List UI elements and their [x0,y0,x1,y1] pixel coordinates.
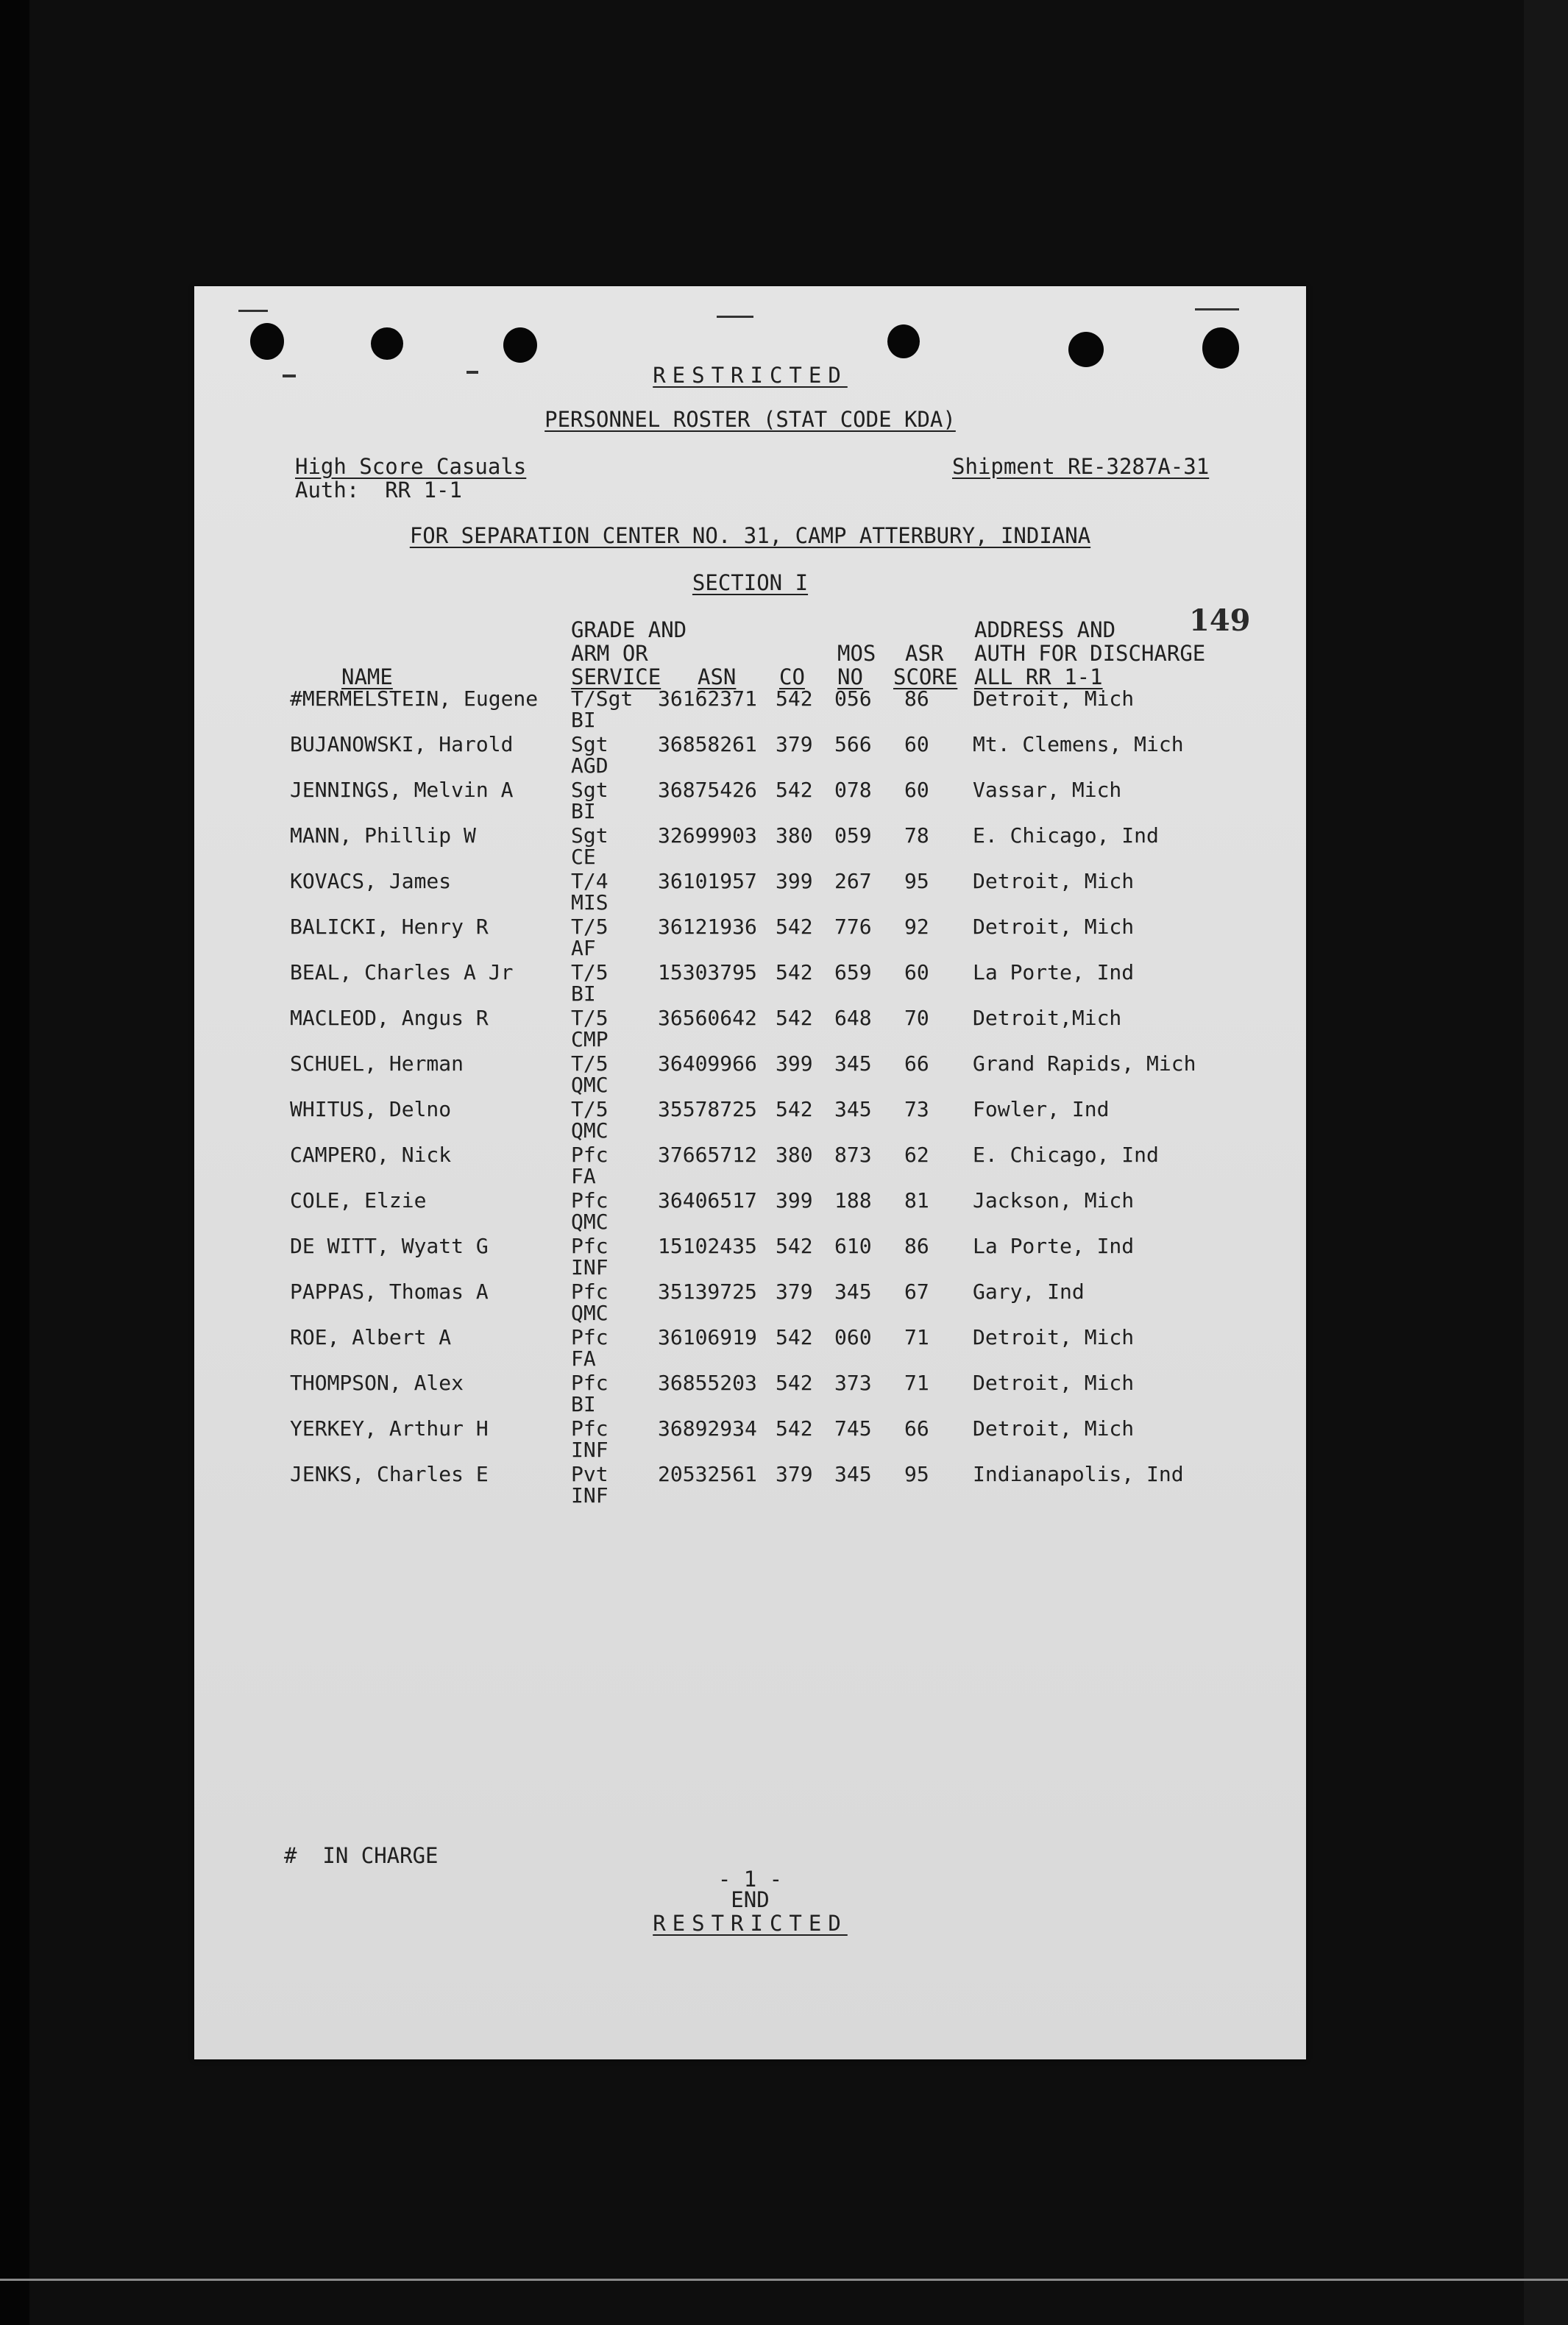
col-header-asr-2: SCORE [893,664,958,689]
row-arm: QMC [571,1073,609,1097]
row-grade: Pfc [571,1325,609,1349]
row-name: WHITUS, Delno [290,1097,452,1121]
row-score: 71 [904,1371,929,1395]
roster-row [194,1190,1306,1235]
row-asn: 36162371 [658,686,757,711]
punch-hole [250,323,284,360]
row-arm: INF [571,1483,609,1508]
row-score: 66 [904,1051,929,1076]
col-header-grade-3: SERVICE [571,664,661,689]
col-header-name: NAME [341,664,393,689]
row-co: 379 [776,732,813,756]
row-mos: 267 [834,869,872,893]
row-address: E. Chicago, Ind [973,1143,1159,1167]
row-arm: BI [571,799,596,823]
row-address: Jackson, Mich [973,1188,1135,1213]
row-score: 67 [904,1279,929,1304]
roster-row [194,1418,1306,1463]
row-asn: 35578725 [658,1097,757,1121]
col-header-co: CO [779,664,805,689]
row-name: YERKEY, Arthur H [290,1416,489,1441]
row-score: 95 [904,1462,929,1486]
row-score: 70 [904,1006,929,1030]
row-mos: 659 [834,960,872,984]
row-mos: 776 [834,915,872,939]
row-score: 73 [904,1097,929,1121]
row-asn: 36121936 [658,915,757,939]
row-grade: Pfc [571,1416,609,1441]
col-header-mos-2: NO [837,664,863,689]
row-address: Mt. Clemens, Mich [973,732,1184,756]
row-arm: INF [571,1438,609,1462]
row-co: 380 [776,823,813,848]
row-name: PAPPAS, Thomas A [290,1279,489,1304]
row-co: 399 [776,869,813,893]
row-mos: 059 [834,823,872,848]
row-asn: 35139725 [658,1279,757,1304]
row-co: 380 [776,1143,813,1167]
row-grade: T/5 [571,915,609,939]
row-address: Detroit, Mich [973,915,1135,939]
row-name: KOVACS, James [290,869,452,893]
row-name: BALICKI, Henry R [290,915,489,939]
row-address: La Porte, Ind [973,1234,1135,1258]
row-address: Detroit, Mich [973,1416,1135,1441]
row-name: BEAL, Charles A Jr [290,960,514,984]
col-header-asr-1: ASR [905,641,944,666]
roster-title: PERSONNEL ROSTER (STAT CODE KDA) [544,407,956,432]
row-score: 95 [904,869,929,893]
row-mos: 745 [834,1416,872,1441]
auth-line: Auth: RR 1-1 [295,478,462,503]
unit-name: High Score Casuals [295,454,527,479]
row-mos: 566 [834,732,872,756]
row-asn: 36101957 [658,869,757,893]
row-grade: Sgt [571,778,609,802]
row-name: ROE, Albert A [290,1325,452,1349]
roster-row [194,1053,1306,1098]
row-mos: 056 [834,686,872,711]
row-address: Fowler, Ind [973,1097,1110,1121]
roster-row [194,688,1306,734]
classification-bottom: RESTRICTED [653,1911,848,1936]
row-address: Detroit, Mich [973,869,1135,893]
row-name: SCHUEL, Herman [290,1051,464,1076]
roster-row [194,1007,1306,1053]
row-grade: T/5 [571,1051,609,1076]
row-arm: CMP [571,1027,609,1051]
row-asn: 36858261 [658,732,757,756]
row-score: 71 [904,1325,929,1349]
roster-row [194,1235,1306,1281]
row-name: DE WITT, Wyatt G [290,1234,489,1258]
row-name: #MERMELSTEIN, Eugene [290,686,539,711]
row-grade: Sgt [571,823,609,848]
row-grade: Pfc [571,1143,609,1167]
row-address: Detroit, Mich [973,1371,1135,1395]
row-co: 542 [776,1416,813,1441]
row-co: 379 [776,1279,813,1304]
row-asn: 36855203 [658,1371,757,1395]
col-header-grade-1: GRADE AND [571,617,687,642]
row-mos: 873 [834,1143,872,1167]
roster-row [194,779,1306,825]
roster-row [194,1463,1306,1509]
row-arm: FA [571,1346,596,1371]
col-header-address-2: AUTH FOR DISCHARGE [974,641,1206,666]
row-address: La Porte, Ind [973,960,1135,984]
row-mos: 345 [834,1097,872,1121]
roster-row [194,1144,1306,1190]
row-asn: 36560642 [658,1006,757,1030]
fastener-mark [238,310,268,312]
row-mos: 648 [834,1006,872,1030]
row-arm: MIS [571,890,609,915]
col-header-grade-2: ARM OR [571,641,648,666]
roster-row [194,734,1306,779]
roster-row [194,870,1306,916]
punch-hole [1068,332,1104,367]
row-score: 60 [904,960,929,984]
punch-hole [503,327,537,363]
row-arm: BI [571,708,596,732]
row-address: Vassar, Mich [973,778,1122,802]
film-edge-right [1524,0,1568,2325]
row-grade: Pfc [571,1234,609,1258]
in-charge-note: # IN CHARGE [284,1843,439,1868]
row-score: 66 [904,1416,929,1441]
row-grade: T/5 [571,1006,609,1030]
row-name: JENNINGS, Melvin A [290,778,514,802]
document-page [194,286,1306,2059]
row-address: Gary, Ind [973,1279,1085,1304]
row-arm: QMC [571,1301,609,1325]
row-co: 542 [776,1006,813,1030]
row-arm: BI [571,1392,596,1416]
row-grade: Pvt [571,1462,609,1486]
row-score: 86 [904,1234,929,1258]
row-name: JENKS, Charles E [290,1462,489,1486]
row-arm: QMC [571,1210,609,1234]
row-name: MACLEOD, Angus R [290,1006,489,1030]
fastener-mark [1195,308,1239,310]
punch-hole [887,324,920,358]
row-asn: 15303795 [658,960,757,984]
section-heading: SECTION I [692,570,809,595]
row-asn: 37665712 [658,1143,757,1167]
row-co: 542 [776,778,813,802]
row-mos: 610 [834,1234,872,1258]
row-grade: T/4 [571,869,609,893]
film-edge-left [0,0,29,2325]
row-asn: 36892934 [658,1416,757,1441]
punch-hole [371,327,403,360]
row-name: BUJANOWSKI, Harold [290,732,514,756]
row-score: 62 [904,1143,929,1167]
page-number: - 1 - [717,1867,783,1892]
row-grade: T/Sgt [571,686,634,711]
roster-row [194,1098,1306,1144]
row-score: 78 [904,823,929,848]
col-header-mos-1: MOS [837,641,876,666]
end-marker: END [731,1887,770,1912]
row-score: 60 [904,778,929,802]
row-score: 92 [904,915,929,939]
row-grade: T/5 [571,960,609,984]
row-arm: INF [571,1255,609,1279]
roster-row [194,1372,1306,1418]
row-arm: FA [571,1164,596,1188]
row-address: Detroit, Mich [973,1325,1135,1349]
shipment-number: Shipment RE-3287A-31 [952,454,1210,479]
row-co: 399 [776,1051,813,1076]
page-stamp-number: 149 [1189,603,1251,638]
row-mos: 345 [834,1051,872,1076]
row-grade: Pfc [571,1371,609,1395]
col-header-asn: ASN [698,664,737,689]
row-co: 399 [776,1188,813,1213]
row-co: 542 [776,1371,813,1395]
row-mos: 345 [834,1279,872,1304]
row-address: Detroit, Mich [973,686,1135,711]
destination-line: FOR SEPARATION CENTER NO. 31, CAMP ATTERBURY, INDIANA [409,523,1091,548]
row-address: Detroit,Mich [973,1006,1122,1030]
row-asn: 36409966 [658,1051,757,1076]
row-name: COLE, Elzie [290,1188,427,1213]
row-grade: Pfc [571,1188,609,1213]
row-asn: 32699903 [658,823,757,848]
roster-row [194,916,1306,962]
row-co: 542 [776,1325,813,1349]
row-grade: Sgt [571,732,609,756]
row-co: 542 [776,960,813,984]
row-asn: 20532561 [658,1462,757,1486]
row-arm: BI [571,982,596,1006]
row-arm: QMC [571,1118,609,1143]
row-mos: 060 [834,1325,872,1349]
row-mos: 345 [834,1462,872,1486]
row-address: E. Chicago, Ind [973,823,1159,848]
roster-row [194,825,1306,870]
row-mos: 188 [834,1188,872,1213]
row-co: 379 [776,1462,813,1486]
row-grade: T/5 [571,1097,609,1121]
row-name: CAMPERO, Nick [290,1143,452,1167]
row-arm: AF [571,936,596,960]
row-co: 542 [776,915,813,939]
roster-row [194,962,1306,1007]
roster-row [194,1281,1306,1327]
row-address: Indianapolis, Ind [973,1462,1184,1486]
col-header-address-3: ALL RR 1-1 [974,664,1103,689]
row-mos: 078 [834,778,872,802]
roster-row [194,1327,1306,1372]
row-asn: 36106919 [658,1325,757,1349]
row-name: MANN, Phillip W [290,823,476,848]
row-co: 542 [776,1097,813,1121]
col-header-address-1: ADDRESS AND [974,617,1116,642]
row-score: 86 [904,686,929,711]
row-co: 542 [776,1234,813,1258]
row-asn: 36875426 [658,778,757,802]
row-name: THOMPSON, Alex [290,1371,464,1395]
row-address: Grand Rapids, Mich [973,1051,1196,1076]
row-score: 81 [904,1188,929,1213]
fastener-mark [717,316,753,318]
row-arm: CE [571,845,596,869]
row-asn: 36406517 [658,1188,757,1213]
row-co: 542 [776,686,813,711]
film-edge-line [0,2279,1568,2281]
row-score: 60 [904,732,929,756]
row-asn: 15102435 [658,1234,757,1258]
row-arm: AGD [571,753,609,778]
classification-top: RESTRICTED [653,363,848,388]
row-grade: Pfc [571,1279,609,1304]
punch-hole [1202,327,1239,369]
row-mos: 373 [834,1371,872,1395]
